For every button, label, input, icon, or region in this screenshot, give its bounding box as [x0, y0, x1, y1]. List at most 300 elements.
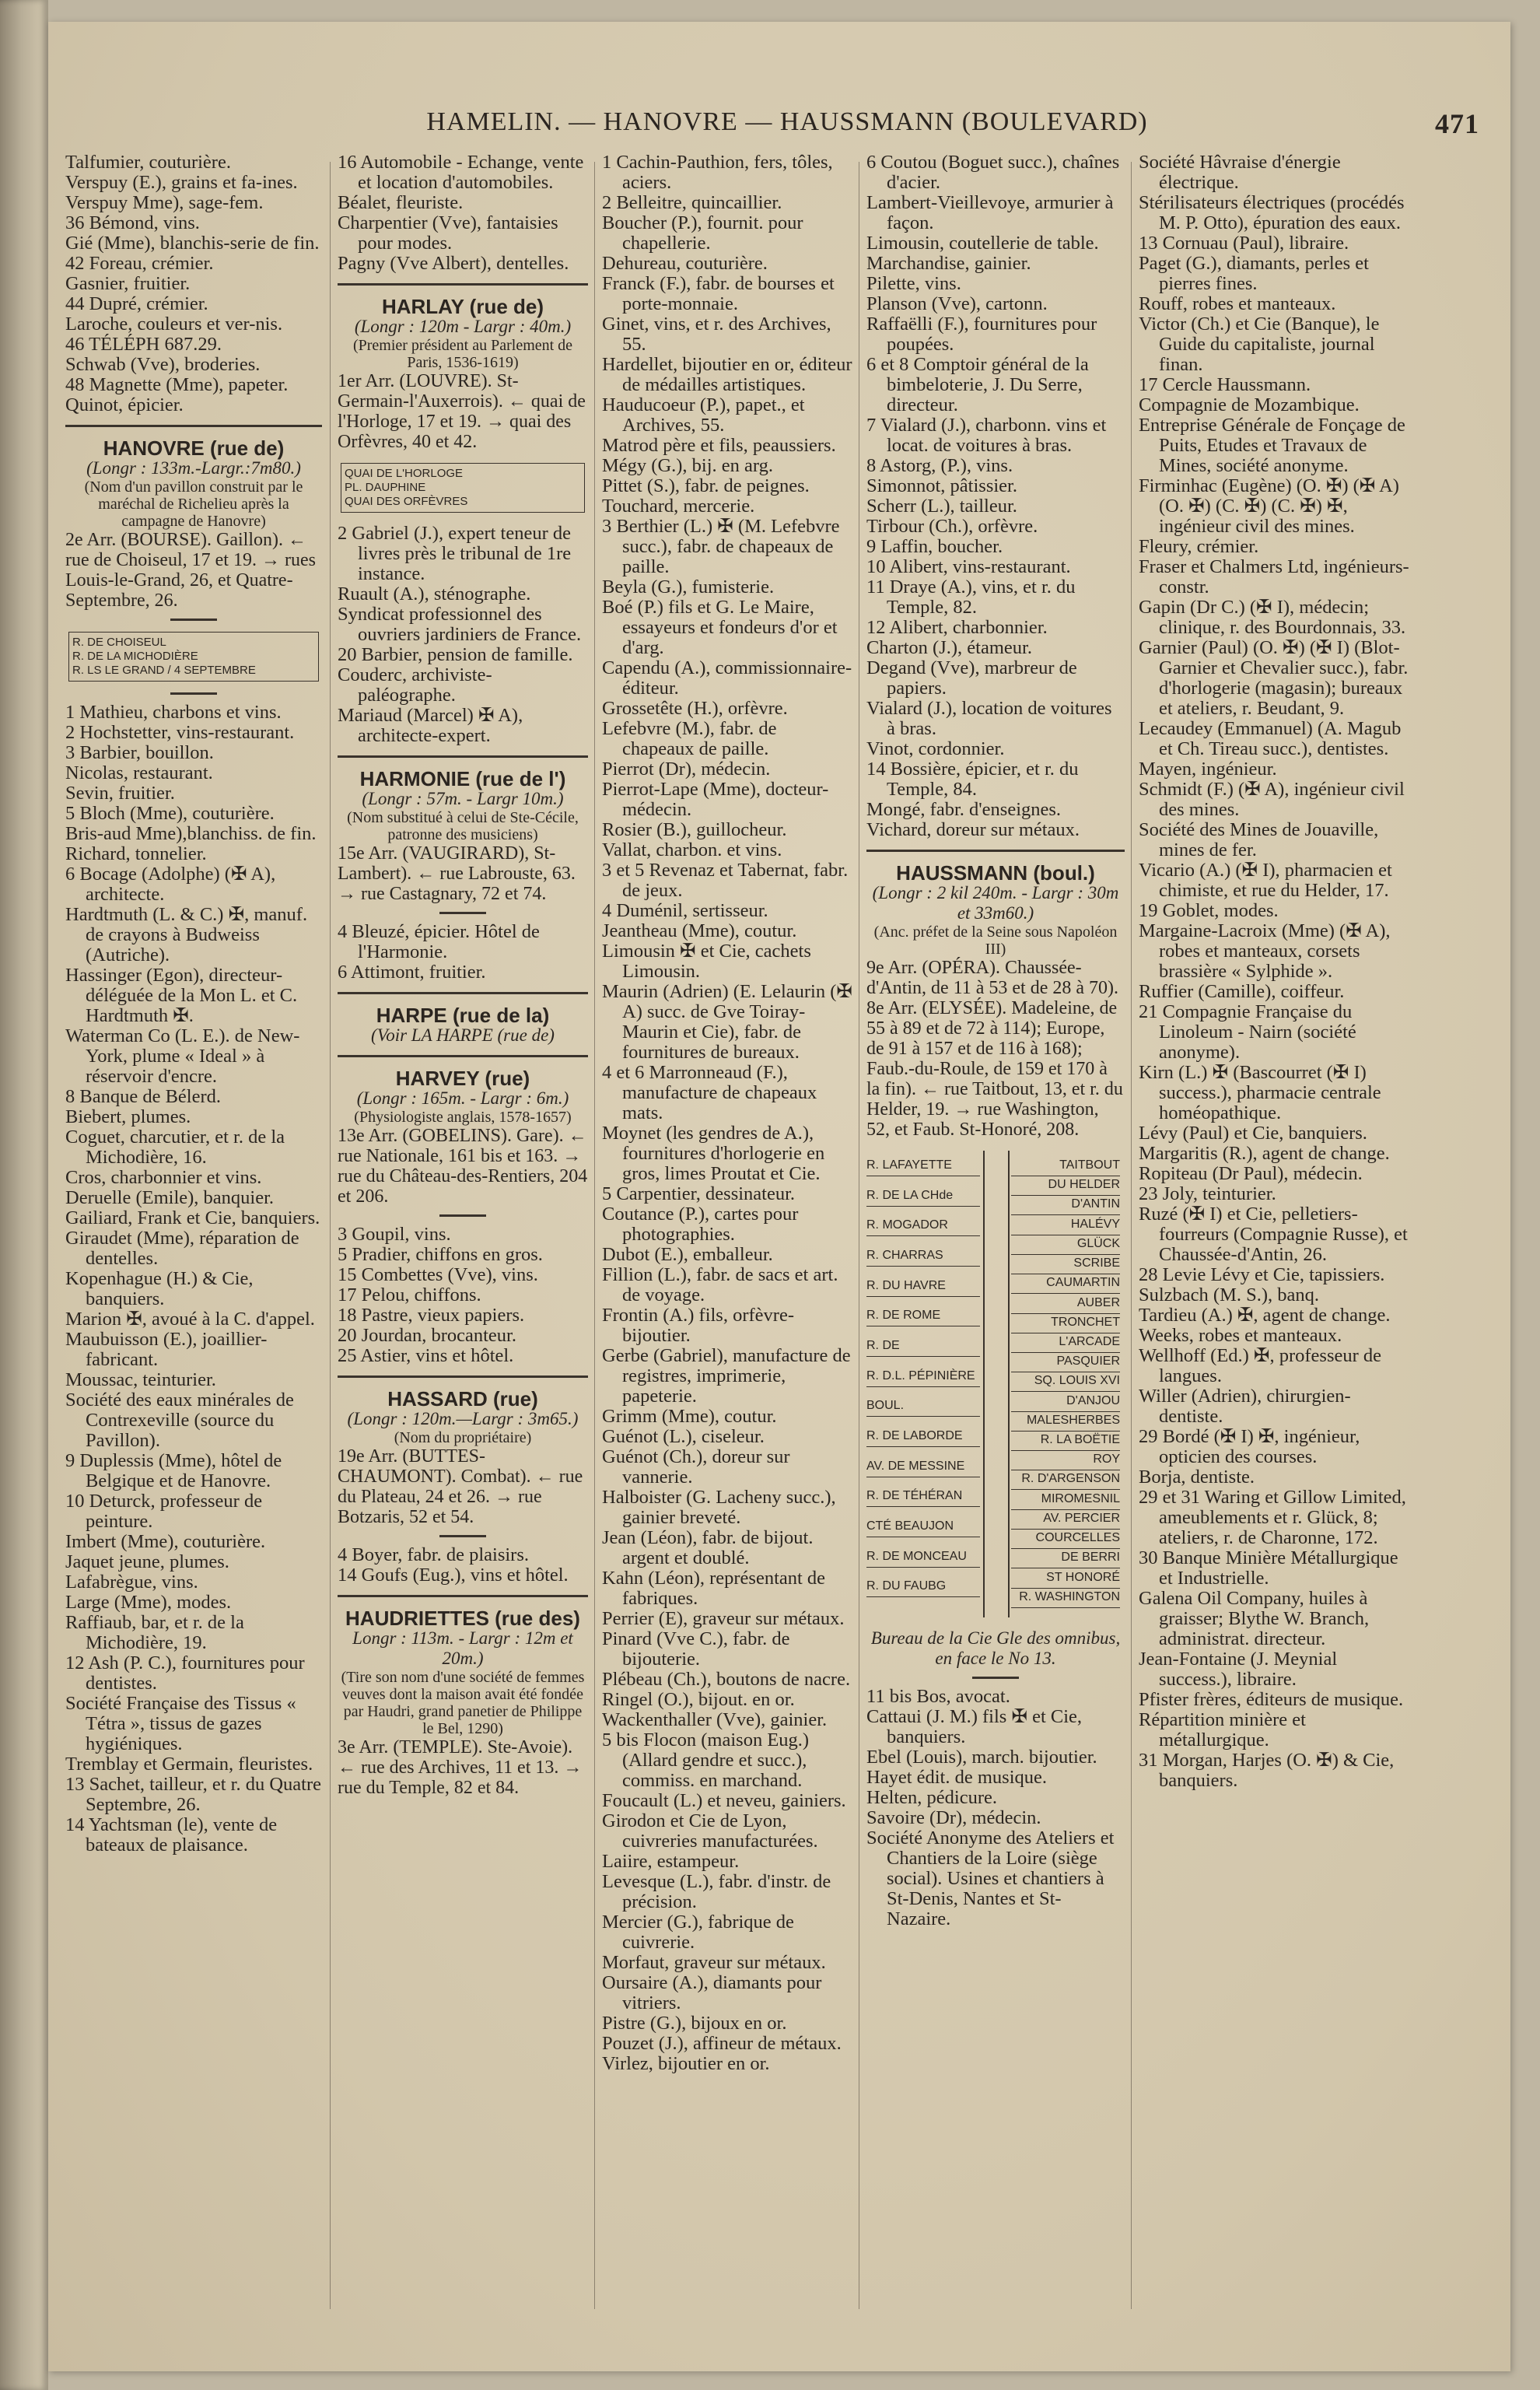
directory-entry: 36 Bémond, vins. [65, 212, 200, 233]
directory-entry: Pinard (Vve C.), fabr. de bijouterie. [602, 1628, 790, 1670]
section-rule [338, 283, 588, 286]
plan-street-label: DE BERRI [1011, 1547, 1120, 1568]
section-rule [338, 755, 588, 758]
plan-street-label: R. DE ROME [866, 1305, 980, 1326]
directory-entry: 10 Alibert, vins-restaurant. [866, 556, 1071, 577]
directory-entry: Pfister frères, éditeurs de musique. [1139, 1689, 1404, 1710]
directory-entry: Hardtmuth (L. & C.) ✠, manuf. de crayons à Budweiss (Autriche). [65, 904, 308, 965]
plan-street-label: R. DE TÉHÉRAN [866, 1486, 980, 1507]
directory-entry: Rouff, robes et manteaux. [1139, 293, 1336, 314]
directory-entry: Lecaudey (Emmanuel) (A. Magub et Ch. Tireau succ.), dentistes. [1139, 718, 1402, 759]
directory-entry: Jean-Fontaine (J. Meynial success.), libraire. [1139, 1649, 1338, 1690]
directory-entry: Gailiard, Frank et Cie, banquiers. [65, 1207, 320, 1228]
column-rule [594, 162, 595, 2309]
directory-entry: 20 Barbier, pension de famille. [338, 644, 573, 665]
directory-entry: Sevin, fruitier. [65, 783, 175, 804]
separator [439, 1535, 486, 1537]
directory-entry: 25 Astier, vins et hôtel. [338, 1345, 514, 1366]
directory-entry: 6 Attimont, fruitier. [338, 962, 486, 983]
directory-entry: 42 Foreau, crémier. [65, 253, 214, 274]
directory-entry: 3 Goupil, vins. [338, 1224, 451, 1245]
directory-entry: 28 Levie Lévy et Cie, tapissiers. [1139, 1264, 1385, 1285]
street-note: (Nom du propriétaire) [394, 1429, 532, 1446]
directory-entry: 8 Astorg, (P.), vins. [866, 455, 1013, 476]
directory-entry: Mongé, fabr. d'enseignes. [866, 799, 1062, 820]
directory-entry: 5 Pradier, chiffons en gros. [338, 1244, 543, 1265]
plan-street-label: TAITBOUT [1011, 1155, 1120, 1176]
directory-entry: Biebert, plumes. [65, 1106, 191, 1127]
directory-entry: 15 Combettes (Vve), vins. [338, 1264, 538, 1285]
directory-entry: 7 Vialard (J.), charbonn. vins et locat. de voitures à bras. [866, 415, 1107, 456]
directory-entry: Tardieu (A.) ✠, agent de change. [1139, 1305, 1391, 1326]
column-3 [602, 152, 852, 2362]
directory-entry: 1 Mathieu, charbons et vins. [65, 702, 282, 723]
plan-label: R. LS LE GRAND / 4 SEPTEMBRE [72, 664, 256, 677]
directory-entry: Schmidt (F.) (✠ A), ingénieur civil des mines. [1139, 779, 1405, 820]
directory-entry: 18 Pastre, vieux papiers. [338, 1305, 525, 1326]
directory-entry: 19 Goblet, modes. [1139, 900, 1279, 921]
directory-entry: Ringel (O.), bijout. en or. [602, 1689, 795, 1710]
directory-entry: Mariaud (Marcel) ✠ A), architecte-expert. [338, 705, 523, 746]
directory-entry: 14 Yachtsman (le), vente de bateaux de plaisance. [65, 1814, 278, 1856]
arrondissement-text: 9e Arr. (OPÉRA). Chaussée-d'Antin, de 11 à 53 et de 28 à 70). 8e Arr. (ELYSÉE). Madeleine, de 55 à 89 et de 72 à 114); Europe, de 91 à 157 et de 116 à 168); Faub.-du-Roule, de 159 et 170 à la fin). ← rue Taitbout, 13, et r. du Helder, 19. → rue Washington, 52, et Faub. St-Honoré, 208. [866, 958, 1123, 1140]
directory-entry: Willer (Adrien), chirurgien-dentiste. [1139, 1386, 1351, 1427]
directory-entry: Firminhac (Eugène) (O. ✠) (✠ A) (O. ✠) (C. ✠) (C. ✠) ✠, ingénieur civil des mines. [1139, 475, 1399, 537]
street-dimensions: Longr : 113m. - Largr : 12m et 20m.) [352, 1628, 573, 1668]
directory-entry: Ropiteau (Dr Paul), médecin. [1139, 1163, 1363, 1184]
directory-entry: 5 Bloch (Mme), couturière. [65, 803, 275, 824]
plan-street-label: R. DE MONCEAU [866, 1547, 980, 1568]
directory-entry: 8 Banque de Bélerd. [65, 1086, 222, 1107]
directory-entry: Plébeau (Ch.), boutons de nacre. [602, 1669, 851, 1690]
plan-street-label: MALESHERBES [1011, 1411, 1120, 1432]
directory-entry: Pierrot (Dr), médecin. [602, 759, 771, 780]
directory-entry: 4 Boyer, fabr. de plaisirs. [338, 1544, 530, 1565]
directory-entry: Pierrot-Lape (Mme), docteur-médecin. [602, 779, 829, 820]
directory-entry: Hauducoeur (P.), papet., et Archives, 55. [602, 394, 805, 436]
directory-entry: Richard, tonnelier. [65, 843, 207, 864]
directory-entry: Vinot, cordonnier. [866, 738, 1005, 759]
column-rule [330, 162, 331, 2309]
arrondissement-text: 19e Arr. (BUTTES-CHAUMONT). Combat). ← rue du Plateau, 24 et 26. → rue Botzaris, 52 et 54. [338, 1446, 583, 1527]
directory-entry: 29 et 31 Waring et Gillow Limited, ameublements et r. Glück, 8; ateliers, r. de Charonne, 172. [1139, 1487, 1406, 1548]
directory-entry: 31 Morgan, Harjes (O. ✠) & Cie, banquiers. [1139, 1750, 1395, 1791]
directory-entry: 6 Coutou (Boguet succ.), chaînes d'acier. [866, 152, 1120, 193]
directory-entry: Raffiaub, bar, et r. de la Michodière, 19. [65, 1612, 244, 1653]
street-heading: HAUDRIETTES (rue des) [345, 1607, 580, 1630]
separator [170, 619, 217, 621]
directory-entry: Imbert (Mme), couturière. [65, 1531, 266, 1552]
directory-entry: Guénot (Ch.), doreur sur vannerie. [602, 1446, 790, 1488]
directory-entry: 9 Duplessis (Mme), hôtel de Belgique et de Hanovre. [65, 1450, 282, 1491]
directory-entry: Levesque (L.), fabr. d'instr. de précision. [602, 1871, 831, 1912]
plan-street-label: R. LAFAYETTE [866, 1155, 980, 1176]
plan-street-label: L'ARCADE [1011, 1332, 1120, 1353]
directory-entry: Lefebvre (M.), fabr. de chapeaux de paille. [602, 718, 777, 759]
directory-entry: Bris-aud Mme),blanchiss. de fin. [65, 823, 317, 844]
directory-entry: Maurin (Adrien) (E. Lelaurin (✠ A) succ. de Gve Toiray-Maurin et Cie), fabr. de fournitures de bureaux. [602, 981, 852, 1063]
boulevard-strip [983, 1151, 1010, 1617]
plan-street-label: GLÜCK [1011, 1234, 1120, 1255]
directory-entry: 14 Goufs (Eug.), vins et hôtel. [338, 1565, 569, 1586]
directory-entry: Virlez, bijoutier en or. [602, 2053, 770, 2074]
plan-street-label: R. WASHINGTON [1011, 1587, 1120, 1608]
plan-street-label: AV. PERCIER [1011, 1509, 1120, 1530]
directory-entry: Hayet édit. de musique. [866, 1767, 1048, 1788]
directory-entry: Margaine-Lacroix (Mme) (✠ A), robes et manteaux, corsets brassière « Sylphide ». [1139, 920, 1391, 982]
directory-entry: Vallat, charbon. et vins. [602, 839, 782, 860]
directory-entry: Fillion (L.), fabr. de sacs et art. de voyage. [602, 1264, 838, 1305]
plan-street-label: R. D.L. PÉPINIÈRE [866, 1366, 980, 1387]
directory-entry: Simonnot, pâtissier. [866, 475, 1017, 496]
directory-entry: Large (Mme), modes. [65, 1592, 232, 1613]
directory-entry: Société des eaux minérales de Contrexeville (source du Pavillon). [65, 1389, 294, 1451]
directory-entry: 13 Cornuau (Paul), libraire. [1139, 233, 1349, 254]
directory-entry: Laiire, estampeur. [602, 1851, 740, 1872]
plan-street-label: R. DE LABORDE [866, 1426, 980, 1447]
plan-street-label: CAUMARTIN [1011, 1273, 1120, 1294]
directory-entry: Gié (Mme), blanchis-serie de fin. [65, 233, 320, 254]
directory-entry: Weeks, robes et manteaux. [1139, 1325, 1342, 1346]
directory-entry: Vialard (J.), location de voitures à bras. [866, 698, 1112, 739]
directory-entry: 3 Barbier, bouillon. [65, 742, 214, 763]
street-heading: HAUSSMANN (boul.) [896, 861, 1095, 885]
directory-entry: Garnier (Paul) (O. ✠) (✠ I) (Blot-Garnier et Chevalier succ.), fabr. d'horlogerie (magasin); bureaux et ateliers, r. Beudant, 9. [1139, 637, 1409, 719]
directory-entry: Perrier (E), graveur sur métaux. [602, 1608, 845, 1629]
directory-entry: Tirbour (Ch.), orfèvre. [866, 516, 1038, 537]
directory-entry: Boé (P.) fils et G. Le Maire, essayeurs et fondeurs d'or et d'arg. [602, 597, 838, 658]
plan-street-label: R. DE LA CHde [866, 1186, 980, 1207]
directory-entry: 21 Compagnie Française du Linoleum - Nairn (société anonyme). [1139, 1001, 1356, 1063]
arrondissement-text: 3e Arr. (TEMPLE). Ste-Avoie). ← rue des Archives, 11 et 13. → rue du Temple, 82 et 84. [338, 1737, 583, 1798]
directory-entry: Guénot (L.), ciseleur. [602, 1426, 765, 1447]
directory-entry: Charpentier (Vve), fantaisies pour modes. [338, 212, 558, 254]
street-plan [68, 632, 319, 682]
directory-entry: Fleury, crémier. [1139, 536, 1259, 557]
directory-entry: Helten, pédicure. [866, 1787, 998, 1808]
directory-entry: Waterman Co (L. E.). de New-York, plume « Ideal » à réservoir d'encre. [65, 1025, 300, 1087]
directory-entry: 5 Carpentier, dessinateur. [602, 1183, 796, 1204]
directory-entry: Coguet, charcutier, et r. de la Michodière, 16. [65, 1127, 285, 1168]
street-dimensions: (Longr : 57m. - Largr 10m.) [362, 789, 564, 808]
directory-entry: Pilette, vins. [866, 273, 961, 294]
directory-entry: Sulzbach (M. S.), banq. [1139, 1284, 1320, 1305]
directory-entry: Maubuisson (E.), joaillier-fabricant. [65, 1329, 268, 1370]
page-number: 471 [1435, 108, 1479, 139]
directory-entry: Marion ✠, avoué à la C. d'appel. [65, 1309, 315, 1330]
plan-street-label: MIROMESNIL [1011, 1489, 1120, 1510]
directory-entry: 46 TÉLÉPH 687.29. [65, 334, 222, 355]
directory-entry: Stérilisateurs électriques (procédés M. P. Otto), épuration des eaux. [1139, 192, 1405, 233]
directory-entry: Verspuy Mme), sage-fem. [65, 192, 264, 213]
directory-entry: Fraser et Chalmers Ltd, ingénieurs-constr. [1139, 556, 1409, 598]
directory-entry: Margaritis (R.), agent de change. [1139, 1143, 1390, 1164]
section-rule [338, 1055, 588, 1057]
directory-entry: Charton (J.), étameur. [866, 637, 1032, 658]
directory-entry: 4 et 6 Marronneaud (F.), manufacture de chapeaux mats. [602, 1062, 817, 1123]
header-title: HAMELIN. — HANOVRE — HAUSSMANN (BOULEVARD) [426, 107, 1148, 136]
directory-entry: Syndicat professionnel des ouvriers jardiniers de France. [338, 604, 582, 645]
directory-entry: Paget (G.), diamants, perles et pierres fines. [1139, 253, 1369, 294]
directory-entry: Hardellet, bijoutier en or, éditeur de médailles artistiques. [602, 354, 852, 395]
directory-entry: Jean (Léon), fabr. de bijout. argent et doublé. [602, 1527, 814, 1568]
plan-street-label: R. MOGADOR [866, 1215, 980, 1236]
directory-entry: 23 Joly, teinturier. [1139, 1183, 1276, 1204]
directory-entry: Coutance (P.), cartes pour photographies. [602, 1204, 799, 1245]
directory-entry: Ruffier (Camille), coiffeur. [1139, 981, 1345, 1002]
directory-entry: Gerbe (Gabriel), manufacture de registres, imprimerie, papeterie. [602, 1345, 851, 1407]
street-heading: HARMONIE (rue de l') [359, 767, 566, 790]
directory-entry: Capendu (A.), commissionnaire-éditeur. [602, 657, 852, 699]
arrondissement-text: 15e Arr. (VAUGIRARD), St-Lambert). ← rue Labrouste, 63. → rue Castagnary, 72 et 74. [338, 843, 576, 904]
directory-entry: Raffaëlli (F.), fournitures pour poupées. [866, 314, 1097, 355]
directory-entry: Grossetête (H.), orfèvre. [602, 698, 788, 719]
directory-entry: Limousin, coutellerie de table. [866, 233, 1099, 254]
directory-entry: Ruault (A.), sténographe. [338, 583, 531, 605]
column-rule [1131, 162, 1132, 2309]
directory-entry: Foucault (L.) et neveu, gainiers. [602, 1790, 846, 1811]
directory-entry: 12 Alibert, charbonnier. [866, 617, 1048, 638]
plan-street-label: COURCELLES [1011, 1528, 1120, 1549]
directory-entry: Limousin ✠ et Cie, cachets Limousin. [602, 941, 811, 982]
directory-entry: Kopenhague (H.) & Cie, banquiers. [65, 1268, 254, 1309]
directory-entry: Lévy (Paul) et Cie, banquiers. [1139, 1123, 1367, 1144]
plan-label: QUAI DE L'HORLOGE [345, 467, 464, 480]
directory-entry: 4 Bleuzé, épicier. Hôtel de l'Harmonie. [338, 921, 540, 962]
directory-entry: Tremblay et Germain, fleuristes. [65, 1754, 313, 1775]
directory-entry: Galena Oil Company, huiles à graisser; Blythe W. Branch, administrat. directeur. [1139, 1588, 1370, 1649]
directory-entry: 44 Dupré, crémier. [65, 293, 208, 314]
directory-entry: Deruelle (Emile), banquier. [65, 1187, 275, 1208]
plan-street-label: R. D'ARGENSON [1011, 1469, 1120, 1490]
directory-entry: Mégy (G.), bij. en arg. [602, 455, 773, 476]
plan-label: R. DE LA MICHODIÈRE [72, 650, 198, 663]
section-rule [866, 850, 1125, 852]
directory-entry: Moynet (les gendres de A.), fournitures d'horlogerie en gros, limes Proutat et Cie. [602, 1123, 825, 1184]
plan-street-label: PASQUIER [1011, 1351, 1120, 1372]
directory-entry: Répartition minière et métallurgique. [1139, 1709, 1306, 1750]
directory-entry: Nicolas, restaurant. [65, 762, 213, 783]
directory-entry: 11 Draye (A.), vins, et r. du Temple, 82. [866, 576, 1076, 618]
directory-entry: Couderc, archiviste-paléographe. [338, 664, 492, 706]
directory-entry: 2 Hochstetter, vins-restaurant. [65, 722, 295, 743]
separator [439, 1214, 486, 1217]
plan-caption: Bureau de la Cie Gle des omnibus, en face le No 13. [870, 1628, 1121, 1668]
directory-entry: Kahn (Léon), représentant de fabriques. [602, 1568, 826, 1609]
street-dimensions: (Longr : 133m.-Largr.:7m80.) [86, 458, 301, 478]
directory-entry: Pittet (S.), fabr. de peignes. [602, 475, 810, 496]
running-header [95, 107, 1479, 148]
plan-street-label: ROY [1011, 1449, 1120, 1470]
section-rule [65, 425, 322, 427]
street-dimensions: (Longr : 120m - Largr : 40m.) [354, 317, 572, 336]
directory-entry: Jeantheau (Mme), coutur. [602, 920, 797, 941]
directory-entry: Vicario (A.) (✠ I), pharmacien et chimiste, et rue du Helder, 17. [1139, 860, 1392, 901]
boulevard-plan [866, 1151, 1125, 1617]
directory-entry: Moussac, teinturier. [65, 1369, 216, 1390]
directory-entry: Morfaut, graveur sur métaux. [602, 1952, 826, 1973]
directory-entry: 3 Berthier (L.) ✠ (M. Lefebvre succ.), fabr. de chapeaux de paille. [602, 516, 840, 577]
street-plan [341, 463, 585, 513]
plan-street-label: R. DU FAUBG [866, 1576, 980, 1597]
column-5 [1139, 152, 1412, 2362]
directory-entry: Quinot, épicier. [65, 394, 184, 415]
directory-entry: Lafabrègue, vins. [65, 1572, 198, 1593]
arrondissement-text: 1er Arr. (LOUVRE). St-Germain-l'Auxerrois). ← quai de l'Horloge, 17 et 19. → quai des Orfèvres, 40 et 42. [338, 371, 586, 452]
directory-entry: Verspuy (E.), grains et fa-ines. [65, 172, 298, 193]
directory-entry: Degand (Vve), marbreur de papiers. [866, 657, 1077, 699]
street-note: (Voir LA HARPE (rue de) [371, 1025, 555, 1045]
directory-entry: Dehureau, couturière. [602, 253, 768, 274]
plan-street-label: BOUL. [866, 1396, 980, 1417]
directory-entry: Laroche, couleurs et ver-nis. [65, 314, 283, 335]
arrondissement-text: 2e Arr. (BOURSE). Gaillon). ← rue de Choiseul, 17 et 19. → rues Louis-le-Grand, 26, et Quatre-Septembre, 26. [65, 530, 316, 611]
arrondissement-text: 13e Arr. (GOBELINS). Gare). ← rue Nationale, 161 bis et 163. → rue du Château-des-Rentiers, 204 et 206. [338, 1126, 588, 1207]
column-1 [65, 152, 322, 2362]
book-spine [0, 0, 48, 2390]
plan-street-label: R. DE [866, 1336, 980, 1357]
directory-entry: Touchard, mercerie. [602, 496, 755, 517]
directory-entry: Ginet, vins, et r. des Archives, 55. [602, 314, 831, 355]
directory-entry: 11 bis Bos, avocat. [866, 1686, 1010, 1707]
directory-entry: Matrod père et fils, peaussiers. [602, 435, 836, 456]
plan-street-label: ST HONORÉ [1011, 1568, 1120, 1589]
street-note: (Anc. préfet de la Seine sous Napoléon III) [873, 923, 1118, 958]
directory-entry: 17 Cercle Haussmann. [1139, 374, 1311, 395]
directory-entry: 3 et 5 Revenaz et Tabernat, fabr. de jeux. [602, 860, 849, 901]
directory-entry: Gasnier, fruitier. [65, 273, 191, 294]
directory-entry: 1 Cachin-Pauthion, fers, tôles, aciers. [602, 152, 833, 193]
directory-entry: Pistre (G.), bijoux en or. [602, 2013, 787, 2034]
directory-entry: Savoire (Dr), médecin. [866, 1807, 1041, 1828]
section-rule [338, 992, 588, 994]
directory-entry: Franck (F.), fabr. de bourses et porte-monnaie. [602, 273, 835, 314]
street-heading: HANOVRE (rue de) [103, 436, 285, 460]
directory-entry: Victor (Ch.) et Cie (Banque), le Guide du capitaliste, journal finan. [1139, 314, 1380, 375]
column-4 [866, 152, 1125, 2362]
section-rule [338, 1595, 588, 1597]
plan-street-label: R. CHARRAS [866, 1246, 980, 1267]
street-note: (Physiologiste anglais, 1578-1657) [354, 1109, 572, 1126]
directory-entry: Lambert-Vieillevoye, armurier à façon. [866, 192, 1114, 233]
plan-street-label: SQ. LOUIS XVI [1011, 1371, 1120, 1392]
directory-entry: Pagny (Vve Albert), dentelles. [338, 253, 569, 274]
directory-entry: 6 et 8 Comptoir général de la bimbeloterie, J. Du Serre, directeur. [866, 354, 1089, 415]
directory-entry: Oursaire (A.), diamants pour vitriers. [602, 1972, 822, 2013]
directory-entry: Dubot (E.), emballeur. [602, 1244, 773, 1265]
directory-entry: Mercier (G.), fabrique de cuivrerie. [602, 1912, 794, 1953]
directory-entry: 9 Laffin, boucher. [866, 536, 1003, 557]
directory-entry: Frontin (A.) fils, orfèvre-bijoutier. [602, 1305, 794, 1346]
column-2 [338, 152, 588, 2362]
directory-entry: Girodon et Cie de Lyon, cuivreries manufacturées. [602, 1810, 818, 1852]
directory-entry: 29 Bordé (✠ I) ✠, ingénieur, opticien des courses. [1139, 1426, 1360, 1467]
directory-entry: 6 Bocage (Adolphe) (✠ A), architecte. [65, 864, 276, 905]
plan-street-label: DU HELDER [1011, 1175, 1120, 1196]
directory-entry: Entreprise Générale de Fonçage de Puits, Etudes et Travaux de Mines, société anonyme. [1139, 415, 1405, 476]
directory-entry: 13 Sachet, tailleur, et r. du Quatre Septembre, 26. [65, 1774, 321, 1815]
directory-entry: 2 Belleitre, quincaillier. [602, 192, 782, 213]
street-heading: HARVEY (rue) [395, 1067, 530, 1090]
directory-entry: Société Française des Tissus « Tétra », tissus de gazes hygiéniques. [65, 1693, 296, 1754]
directory-entry: Talfumier, couturière. [65, 152, 231, 173]
directory-entry: Kirn (L.) ✠ (Bascourret (✠ I) success.), pharmacie centrale homéopathique. [1139, 1062, 1381, 1123]
directory-entry: Société Anonyme des Ateliers et Chantiers de la Loire (siège social). Usines et chantiers à St-Denis, Nantes et St-Nazaire. [866, 1828, 1115, 1929]
directory-entry: 12 Ash (P. C.), fournitures pour dentistes. [65, 1652, 305, 1694]
street-note: (Tire son nom d'une société de femmes veuves dont la maison avait été fondée par Haudri, grand panetier de Philippe le Bel, 1290) [341, 1669, 585, 1737]
plan-label: R. DE CHOISEUL [72, 636, 166, 649]
directory-entry: Giraudet (Mme), réparation de dentelles. [65, 1228, 299, 1269]
directory-entry: Jaquet jeune, plumes. [65, 1551, 229, 1572]
directory-entry: Béalet, fleuriste. [338, 192, 464, 213]
directory-entry: Grimm (Mme), coutur. [602, 1406, 777, 1427]
plan-street-label: D'ANTIN [1011, 1194, 1120, 1215]
directory-entry: Gapin (Dr C.) (✠ I), médecin; clinique, r. des Bourdonnais, 33. [1139, 597, 1406, 638]
directory-entry: Schwab (Vve), broderies. [65, 354, 261, 375]
directory-entry: 20 Jourdan, brocanteur. [338, 1325, 516, 1346]
directory-entry: Halboister (G. Lacheny succ.), gainier breveté. [602, 1487, 836, 1528]
directory-entry: Cros, charbonnier et vins. [65, 1167, 262, 1188]
street-heading: HARLAY (rue de) [381, 295, 544, 318]
directory-entry: Scherr (L.), tailleur. [866, 496, 1017, 517]
street-dimensions: (Longr : 120m.—Largr : 3m65.) [347, 1409, 579, 1428]
street-heading: HASSARD (rue) [387, 1387, 538, 1411]
plan-street-label: SCRIBE [1011, 1253, 1120, 1274]
plan-street-label: R. LA BOËTIE [1011, 1430, 1120, 1451]
directory-entry: 2 Gabriel (J.), expert teneur de livres près le tribunal de 1re instance. [338, 523, 572, 584]
directory-entry: Beyla (G.), fumisterie. [602, 576, 775, 598]
directory-entry: Ebel (Louis), march. bijoutier. [866, 1747, 1097, 1768]
directory-page [48, 22, 1510, 2371]
street-heading: HARPE (rue de la) [376, 1004, 550, 1027]
plan-street-label: TRONCHET [1011, 1312, 1120, 1333]
separator [972, 1677, 1019, 1679]
street-dimensions: (Longr : 165m. - Largr : 6m.) [356, 1088, 569, 1108]
plan-label: PL. DAUPHINE [345, 481, 426, 494]
directory-entry: 30 Banque Minière Métallurgique et Industrielle. [1139, 1547, 1398, 1589]
directory-entry: Marchandise, gainier. [866, 253, 1031, 274]
directory-entry: 17 Pelou, chiffons. [338, 1284, 481, 1305]
directory-entry: Rosier (B.), guillocheur. [602, 819, 787, 840]
directory-entry: 48 Magnette (Mme), papeter. [65, 374, 289, 395]
plan-street-label: AV. DE MESSINE [866, 1456, 980, 1477]
separator [170, 692, 217, 695]
directory-entry: Mayen, ingénieur. [1139, 759, 1277, 780]
directory-entry: Planson (Vve), cartonn. [866, 293, 1048, 314]
plan-label: QUAI DES ORFÈVRES [345, 495, 468, 508]
directory-entry: 14 Bossière, épicier, et r. du Temple, 84. [866, 759, 1079, 800]
directory-entry: Cattaui (J. M.) fils ✠ et Cie, banquiers. [866, 1706, 1083, 1747]
directory-entry: Hassinger (Egon), directeur-déléguée de la Mon L. et C. Hardtmuth ✠. [65, 965, 298, 1026]
directory-entry: Vichard, doreur sur métaux. [866, 819, 1080, 840]
directory-entry: 10 Deturck, professeur de peinture. [65, 1491, 263, 1532]
plan-street-label: R. DU HAVRE [866, 1276, 980, 1297]
directory-entry: Société des Mines de Jouaville, mines de fer. [1139, 819, 1379, 860]
plan-street-label: D'ANJOU [1011, 1391, 1120, 1412]
section-rule [338, 1375, 588, 1378]
street-note: (Nom substitué à celui de Ste-Cécile, patronne des musiciens) [347, 809, 579, 843]
directory-entry: Pouzet (J.), affineur de métaux. [602, 2033, 842, 2054]
street-note: (Premier président au Parlement de Paris, 1536-1619) [352, 337, 573, 371]
directory-entry: Wackenthaller (Vve), gainier. [602, 1709, 828, 1730]
plan-street-label: HALÉVY [1011, 1214, 1120, 1235]
street-note: (Nom d'un pavillon construit par le maréchal de Richelieu après la campagne de Hanovre) [84, 478, 303, 530]
directory-entry: 4 Duménil, sertisseur. [602, 900, 768, 921]
plan-street-label: CTÉ BEAUJON [866, 1516, 980, 1537]
directory-entry: Boucher (P.), fournit. pour chapellerie. [602, 212, 803, 254]
directory-entry: Compagnie de Mozambique. [1139, 394, 1360, 415]
directory-entry: Société Hâvraise d'énergie électrique. [1139, 152, 1341, 193]
